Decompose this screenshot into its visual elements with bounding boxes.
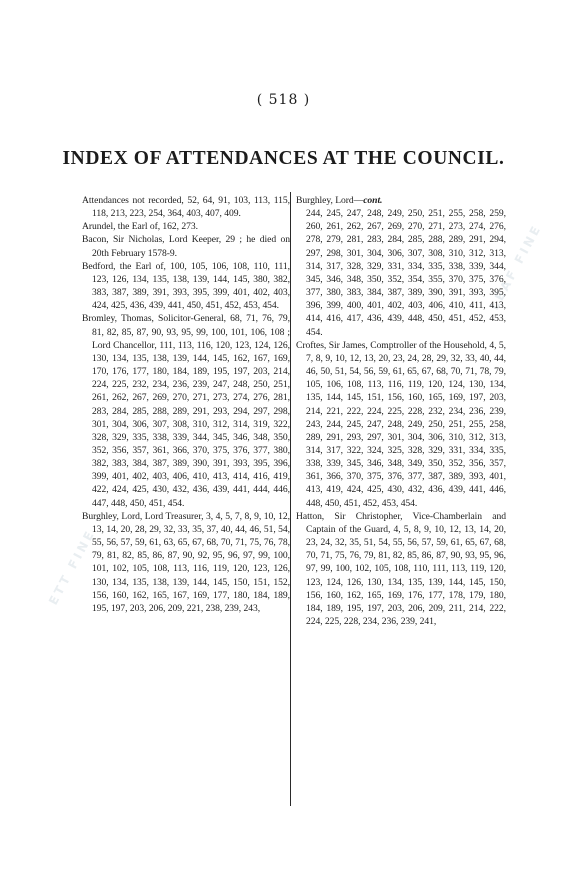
index-column-left (82, 194, 290, 615)
page-number: ( 518 ) (256, 92, 311, 108)
index-entry: Attendances not recorded, 52, 64, 91, 103, 113, 115, 118, 213, 223, 254, 364, 403, 407, 409. (82, 195, 290, 220)
watermark-right: LEAF FINE (487, 221, 545, 313)
index-entry: Bacon, Sir Nicholas, Lord Keeper, 29 ; he died on 20th February 1578-9. (82, 234, 291, 259)
watermark-left: ETT FINE (46, 526, 98, 608)
page-title: INDEX OF ATTENDANCES AT THE COUNCIL. (62, 148, 505, 169)
index-column-right (296, 194, 506, 628)
index-entry: Arundel, the Earl of, 162, 273. (82, 221, 198, 233)
index-entry: Bromley, Thomas, Solicitor-General, 68, 71, 76, 79, 81, 82, 85, 87, 90, 93, 95, 99, 100, 101, 106, 108 ; Lord Chancellor, 111, 113, 116, 120, 123, 124, 126, 130, 134, 135, 138, 139, 144, 145, 162, 167, 169, 170, 176, 177, 180, 184, 189, 195, 197, 203, 214, 224, 225, 232, 234, 236, 239, 247, 248, 250, 251, 261, 262, 267, 269, 270, 271, 273, 274, 276, 281, 283, 284, 285, 288, 289, 291, 293, 294, 297, 298, 301, 304, 306, 307, 308, 310, 312, 314, 319, 322, 328, 329, 335, 338, 339, 344, 345, 346, 348, 350, 352, 356, 357, 361, 366, 370, 375, 376, 377, 380, 382, 383, 384, 387, 389, 390, 391, 393, 395, 396, 399, 401, 402, 403, 406, 410, 413, 414, 416, 419, 422, 424, 425, 430, 432, 436, 439, 441, 444, 446, 447, 448, 450, 451, 454. (82, 313, 290, 509)
column-divider (290, 192, 291, 806)
index-entry: Burghley, Lord, Lord Treasurer, 3, 4, 5, 7, 8, 9, 10, 12, 13, 14, 20, 28, 29, 32, 33, 35, 37, 40, 44, 46, 51, 54, 55, 56, 57, 59, 61, 63, 65, 67, 68, 70, 71, 75, 76, 78, 79, 81, 82, 85, 86, 87, 90, 92, 95, 96, 97, 99, 100, 101, 102, 105, 108, 113, 116, 119, 120, 123, 126, 130, 134, 135, 138, 139, 144, 145, 150, 151, 152, 156, 160, 162, 165, 167, 169, 177, 180, 184, 189, 195, 197, 203, 206, 209, 221, 238, 239, 243, (82, 510, 291, 614)
index-entry: Croftes, Sir James, Comptroller of the Household, 4, 5, 7, 8, 9, 10, 12, 13, 20, 23, 24, 28, 29, 32, 33, 40, 44, 46, 50, 51, 54, 56, 59, 61, 65, 67, 68, 70, 71, 78, 79, 105, 106, 108, 113, 116, 119, 120, 124, 130, 134, 135, 144, 145, 151, 156, 160, 165, 169, 197, 203, 214, 221, 222, 224, 225, 228, 232, 234, 236, 239, 243, 244, 245, 247, 248, 249, 250, 251, 255, 258, 289, 291, 293, 297, 301, 304, 306, 310, 312, 313, 314, 317, 322, 324, 325, 328, 329, 331, 334, 335, 338, 339, 345, 346, 348, 349, 350, 352, 356, 357, 361, 366, 370, 375, 376, 377, 387, 389, 393, 401, 413, 419, 424, 425, 430, 432, 436, 439, 441, 446, 448, 450, 451, 452, 453, 454. (296, 339, 507, 509)
index-entry-continued: Burghley, Lord—cont. (296, 195, 383, 206)
index-entry: Hatton, Sir Christopher, Vice-Chamberlain and Captain of the Guard, 4, 5, 8, 9, 10, 12, 13, 14, 20, 23, 24, 32, 35, 51, 54, 55, 56, 57, 59, 61, 65, 67, 68, 70, 71, 75, 76, 79, 81, 82, 85, 86, 87, 90, 93, 95, 96, 97, 99, 100, 102, 105, 108, 110, 111, 113, 119, 120, 123, 124, 126, 130, 134, 135, 139, 144, 145, 150, 156, 160, 162, 165, 169, 176, 177, 178, 179, 180, 184, 189, 195, 197, 203, 206, 209, 211, 214, 222, 224, 225, 228, 234, 236, 239, 241, (296, 510, 506, 627)
index-entry: Bedford, the Earl of, 100, 105, 106, 108, 110, 111, 123, 126, 134, 135, 138, 139, 144, 145, 380, 382, 383, 387, 389, 391, 393, 395, 399, 401, 402, 403, 424, 425, 436, 439, 441, 450, 451, 452, 453, 454. (82, 260, 290, 312)
index-entry-continued-refs: 244, 245, 247, 248, 249, 250, 251, 255, 258, 259, 260, 261, 262, 267, 269, 270, 271, 273, 274, 276, 278, 279, 281, 283, 284, 285, 288, 289, 291, 294, 297, 298, 301, 304, 306, 307, 308, 310, 312, 313, 314, 317, 328, 329, 331, 334, 335, 338, 339, 344, 345, 346, 348, 350, 352, 354, 355, 370, 375, 376, 377, 380, 383, 384, 387, 389, 390, 391, 393, 395, 396, 399, 400, 401, 402, 403, 406, 410, 411, 413, 414, 416, 417, 436, 439, 448, 450, 451, 452, 453, 454. (306, 208, 506, 338)
